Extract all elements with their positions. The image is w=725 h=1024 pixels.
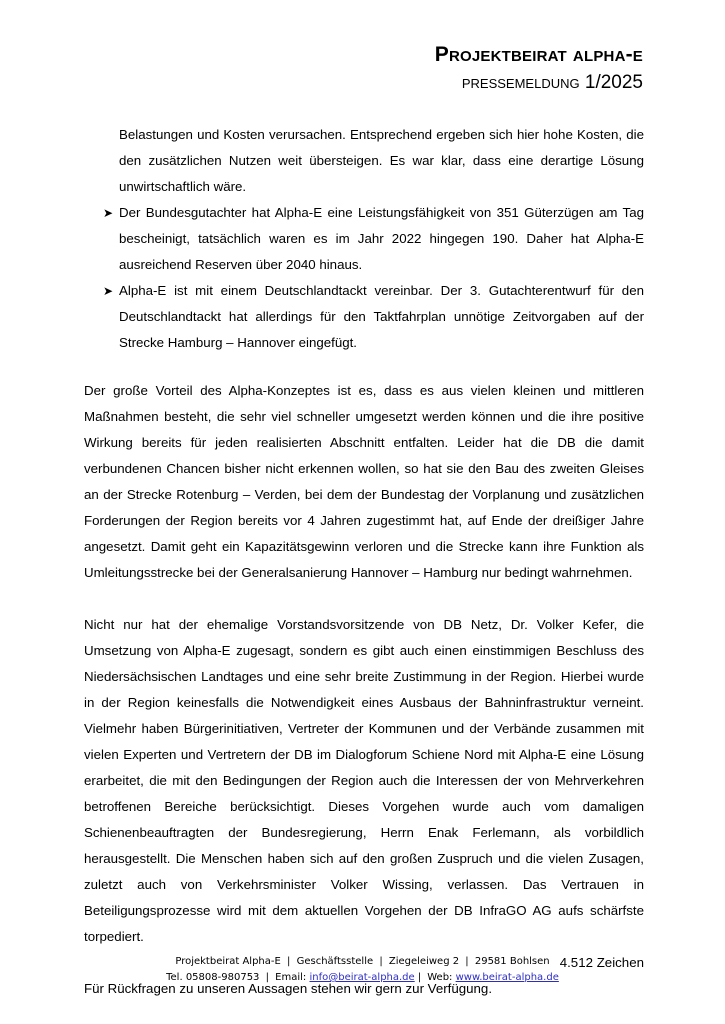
document-footer — [0, 954, 725, 986]
footer-separator: | — [417, 972, 422, 983]
continuation-paragraph: Belastungen und Kosten verursachen. Entsprechend ergeben sich hier hohe Kosten, die den zusätzlichen Nutzen weit übersteigen. Es war klar, dass eine derartige Lösung unwirtschaftlich wäre. — [119, 127, 644, 194]
footer-separator: | — [265, 972, 269, 983]
footer-office: Geschäftsstelle — [296, 956, 374, 967]
document-header — [84, 42, 643, 96]
list-item — [103, 278, 644, 356]
footer-address-line — [0, 954, 725, 970]
page-title: Projektbeirat alpha-e — [434, 43, 643, 66]
arrowhead-right-icon: ➤ — [103, 206, 114, 220]
footer-street: Ziegeleiweg 2 — [388, 956, 460, 967]
footer-web-label: Web: — [427, 972, 453, 983]
subtitle-issue-number: 1/2025 — [584, 72, 643, 94]
footer-email-link[interactable]: info@beirat-alpha.de — [309, 972, 415, 983]
footer-phone: Tel. 05808-980753 — [166, 972, 260, 983]
document-body — [84, 122, 644, 1002]
document-subtitle — [84, 71, 643, 96]
closing-line: Für Rückfragen zu unseren Aussagen stehen wir gern zur Verfügung. — [84, 981, 493, 996]
footer-contact-line — [0, 970, 725, 986]
footer-website-link[interactable]: www.beirat-alpha.de — [455, 972, 559, 983]
spacer — [84, 356, 644, 378]
arrowhead-right-icon: ➤ — [103, 284, 114, 298]
footer-separator: | — [465, 956, 469, 967]
footer-separator: | — [379, 956, 383, 967]
subtitle-label: pressemeldung — [461, 72, 580, 94]
body-paragraph-1: Der große Vorteil des Alpha-Konzeptes ist es, dass es aus vielen kleinen und mittleren Maßnahmen besteht, die sehr viel schneller umgesetzt werden können und die ihre positive Wirkung bereits für jeden realisierten Abschnitt entfalten. Leider hat die DB die damit verbundenen Chancen bisher nicht erkennen wollen, so hat sie den Bau des zweiten Gleises an der Strecke Rotenburg – Verden, bei dem der Bundestag der Vorplanung und zusätzlichen Forderungen der Region bereits vor 4 Jahren zugestimmt hat, auf Ende der dreißiger Jahre angesetzt. Damit geht ein Kapazitätsgewinn verloren und die Strecke kann ihre Funktion als Umleitungsstrecke bei der Generalsanierung Hannover – Hamburg nur bedingt wahrnehmen. — [84, 383, 644, 580]
list-item-text: Der Bundesgutachter hat Alpha-E eine Leistungsfähigkeit von 351 Güterzügen am Tag bescheinigt, tatsächlich waren es im Jahr 2022 hingegen 190. Daher hat Alpha-E ausreichend Reserven über 2040 hinaus. — [119, 205, 644, 272]
footer-email-label: Email: — [275, 972, 307, 983]
body-paragraph-2: Nicht nur hat der ehemalige Vorstandsvorsitzende von DB Netz, Dr. Volker Kefer, die Umsetzung von Alpha-E zugesagt, sondern es gibt auch einen einstimmigen Beschluss des Niedersächsischen Landtages und eine sehr breite Zustimmung in der Region. Hierbei wurde in der Region keinesfalls die Notwendigkeit eines Ausbaus der Bahninfrastruktur verneint. Vielmehr haben Bürgerinitiativen, Vertreter der Kommunen und der Verbände zusammen mit vielen Experten und Vertretern der DB im Dialogforum Schiene Nord mit Alpha-E eine Lösung erarbeitet, die mit den Bedingungen der Region auch die Interessen der von Mehrverkehren betroffenen Bereiche berücksichtigt. Dieses Vorgehen wurde auch vom damaligen Schienenbeauftragten der Bundesregierung, Herrn Enak Ferlemann, als vorbildlich herausgestellt. Die Menschen haben sich auf den großen Zuspruch und die vielen Zusagen, zuletzt auch von Verkehrsminister Volker Wissing, verlassen. Das Vertrauen in Beteiligungsprozesse wird mit dem aktuellen Vorgehen der DB InfraGO AG aufs schärfste torpediert. — [84, 617, 644, 944]
footer-city: 29581 Bohlsen — [474, 956, 550, 967]
bullet-list — [84, 200, 644, 356]
list-item-text: Alpha-E ist mit einem Deutschlandtackt vereinbar. Der 3. Gutachterentwurf für den Deutschlandtackt hat allerdings für den Taktfahrplan unnötige Zeitvorgaben auf der Strecke Hamburg – Hannover eingefügt. — [119, 283, 644, 350]
footer-org: Projektbeirat Alpha-E — [175, 956, 281, 967]
footer-separator: | — [287, 956, 291, 967]
list-item — [103, 200, 644, 278]
character-count: 4.512 Zeichen — [559, 955, 644, 970]
